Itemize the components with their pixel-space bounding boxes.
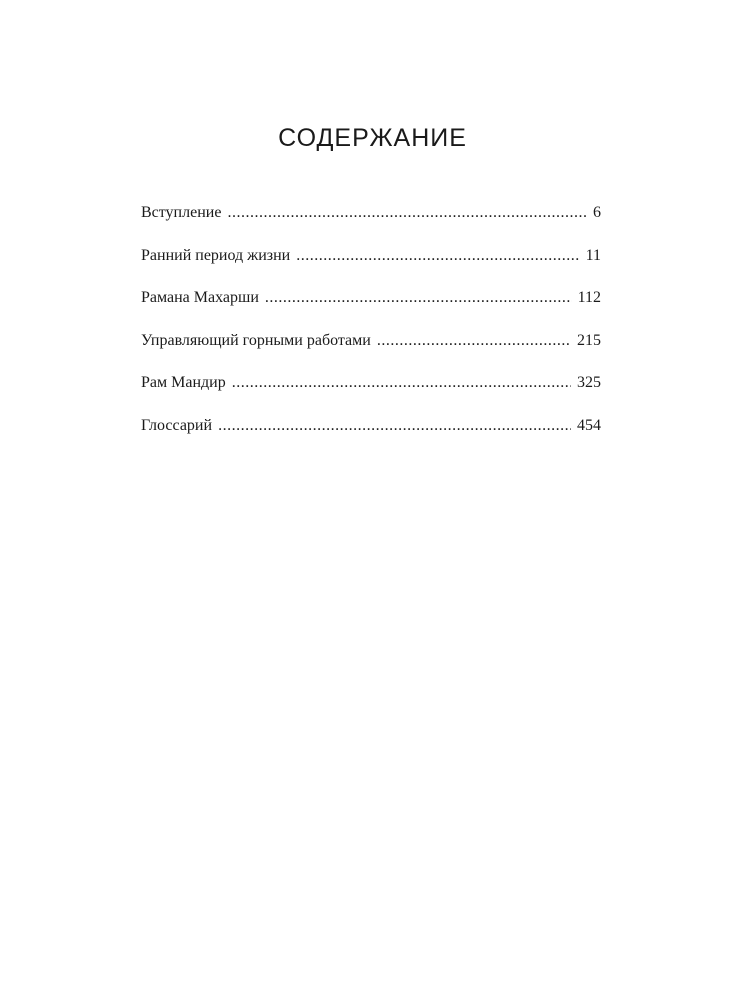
toc-entry-page-number: 454: [577, 416, 601, 434]
toc-entry-ramana-maharshi: [141, 285, 601, 328]
toc-entry-label: Ранний период жизни: [141, 246, 291, 264]
toc-entry-label: Вступление: [141, 204, 222, 221]
dot-leader: [227, 200, 587, 226]
toc-entry-mining-manager: [141, 328, 601, 371]
toc-entry-label: Управляющий горными работами: [141, 331, 371, 349]
toc-entry-page-number: 325: [577, 374, 601, 391]
toc-entry-page-number: 215: [577, 331, 601, 349]
dot-leader: [296, 243, 579, 269]
table-of-contents: [141, 200, 601, 455]
toc-entry-label: Рамана Махарши: [141, 289, 259, 306]
toc-entry-page-number: 6: [593, 204, 601, 221]
dot-leader: [265, 285, 572, 311]
toc-entry-label: Рам Мандир: [141, 374, 226, 391]
dot-leader: [377, 328, 571, 354]
toc-entry-early-life: [141, 243, 601, 286]
toc-entry-glossary: [141, 413, 601, 456]
toc-entry-page-number: 112: [577, 289, 601, 306]
page-title: СОДЕРЖАНИЕ: [278, 124, 467, 152]
toc-entry-ram-mandir: [141, 370, 601, 413]
toc-entry-label: Глоссарий: [141, 416, 213, 434]
dot-leader: [232, 370, 571, 396]
toc-entry-page-number: 11: [585, 246, 601, 264]
toc-entry-introduction: [141, 200, 601, 243]
dot-leader: [218, 413, 571, 439]
